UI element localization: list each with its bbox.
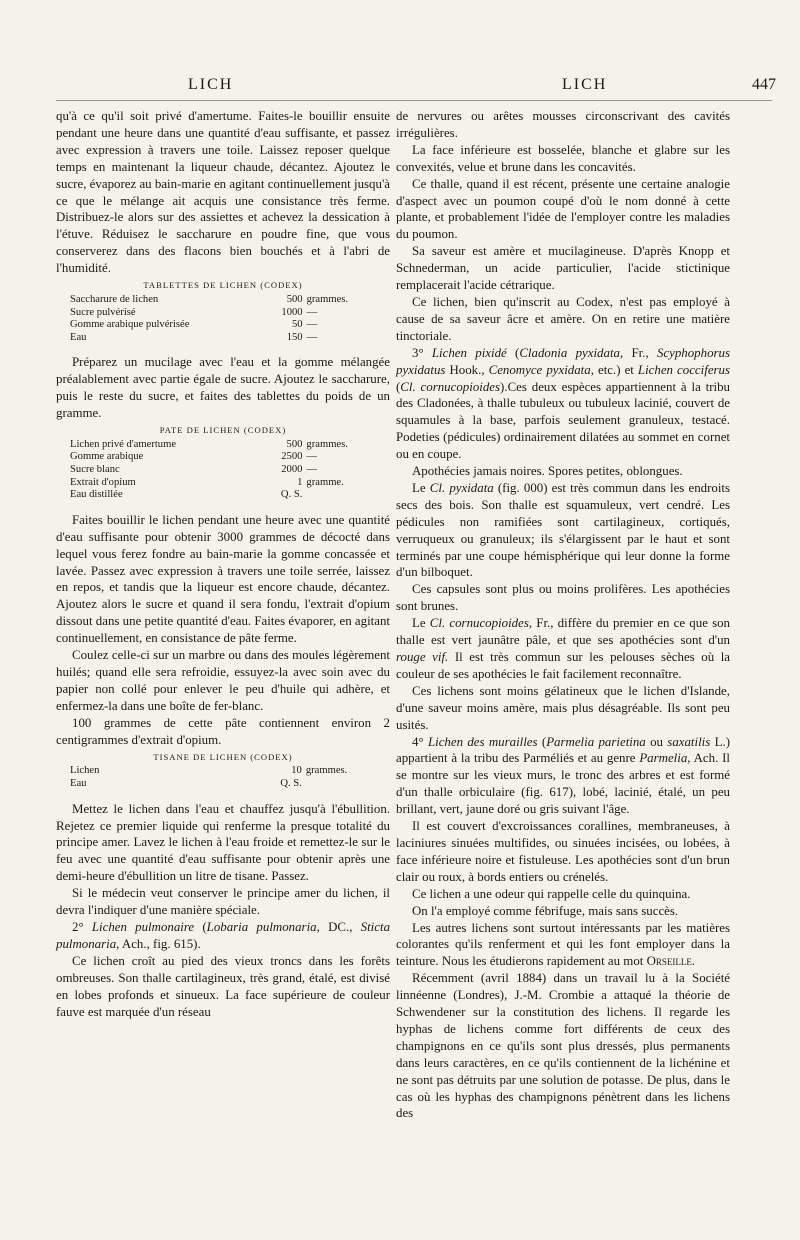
recipe-unit: gramme. bbox=[306, 476, 344, 488]
latin-name: Lichen cocciferus bbox=[637, 362, 731, 377]
latin-name: Parmelia bbox=[639, 751, 688, 766]
left-column bbox=[56, 108, 390, 1020]
text-span: ( bbox=[194, 919, 207, 934]
recipe-unit: — bbox=[306, 319, 318, 331]
table-row bbox=[70, 778, 360, 791]
recipe-unit: grammes. bbox=[305, 765, 348, 777]
recipe-unit bbox=[306, 489, 360, 502]
paragraph: Ces capsules sont plus ou moins prolifères. Les apothécies sont brunes. bbox=[396, 582, 730, 614]
recipe-unit: — bbox=[306, 306, 318, 318]
section-number: 2° bbox=[72, 919, 84, 934]
paragraph: Il est couvert d'excroissances corallines, membraneuses, à laciniures sinuées multifides, ou sinuées incisées, ou lobées, à face inférieure noire et fistuleuse. Les apothécies sont d'un brun clair ou roux, à bords entiers ou crénelés. bbox=[396, 819, 730, 884]
recipe-unit: — bbox=[306, 331, 318, 343]
recipe-item: Eau distillée bbox=[70, 489, 123, 501]
cross-reference: Orseille bbox=[646, 954, 692, 969]
recipe-qty: 1 bbox=[297, 476, 303, 488]
murailles-paragraph bbox=[396, 734, 730, 819]
recipe-unit: grammes. bbox=[306, 293, 349, 305]
pate-heading: PATE DE LICHEN (CODEX) bbox=[159, 424, 287, 435]
paragraph: Ces lichens sont moins gélatineux que le lichen d'Islande, d'une saveur moins amère, mais plus désagréable. Ils sont peu usités. bbox=[396, 683, 730, 732]
cornucopioides-paragraph bbox=[396, 615, 730, 683]
tisane-paragraph-2: Si le médecin veut conserver le principe amer du lichen, il devra l'indiquer d'une manière spéciale. bbox=[56, 886, 390, 918]
latin-name: Cenomyce pyxidata bbox=[488, 362, 591, 377]
table-row bbox=[70, 765, 360, 778]
orseille-paragraph bbox=[396, 920, 730, 971]
pulmonaire-paragraph: Ce lichen croît au pied des vieux troncs dans les forêts ombreuses. Son thalle cartilagineux, très grand, étalé, est divisé en lobes profonds et sinueux. La face supérieure de couleur fauve est marquée d'un réseau bbox=[56, 953, 390, 1019]
recipe-qty: 2500 bbox=[281, 451, 303, 463]
latin-name: Lobaria pulmonaria bbox=[206, 919, 317, 934]
intro-paragraph: qu'à ce qu'il soit privé d'amertume. Faites-le bouillir ensuite pendant une heure dans une quantité d'eau suffisante, et passez avec expression à travers une toile. Laissez reposer quelque temps en maintenant la liqueur chaude, décantez. Ajoutez le sucre, évaporez au bain-marie en agitant continuellement jusqu'à ce que le mélange ait acquis une consistance très ferme. Distribuez-le alors sur des assiettes et achevez la dessication à l'étuve. Réduisez le saccharure en poudre fine, que vous conserverez dans des flacons bien bouchés et à l'abri de l'humidité. bbox=[56, 109, 390, 276]
recipe-qty: 500 bbox=[286, 293, 303, 305]
recipe-unit: grammes. bbox=[306, 438, 348, 450]
recipe-item: Sucre blanc bbox=[70, 464, 120, 476]
emphasis: rouge vif. bbox=[396, 650, 449, 664]
paragraph: de nervures ou arêtes mousses circonscrivant des cavités irrégulières. bbox=[396, 109, 730, 140]
text-span: , Ach. Il se montre sur les vieux murs, le tronc des arbres et est formé d'un thalle orbiculaire (fig. 617), lobé, lacinié, étalé, un peu brillant, vert, jaune doré ou gris suivant l'âge. bbox=[396, 751, 730, 817]
paragraph: Sa saveur est amère et mucilagineuse. D'après Knopp et Schnederman, un acide particulier, l'acide stictinique remplacerait l'acide cétrarique. bbox=[396, 244, 730, 293]
table-row bbox=[70, 439, 360, 452]
recipe-item: Sucre pulvérisé bbox=[70, 306, 136, 318]
paragraph: La face inférieure est bosselée, blanche et glabre sur les convexités, velue et brune dans les concavités. bbox=[396, 142, 730, 174]
pate-paragraph-2: Coulez celle-ci sur un marbre ou dans des moules légèrement huilés; quand elle sera refroidie, essuyez-la avec soin avec du papier non collé pour enlever le peu d'huile qui adhère, et enfermez-la dans une boîte de fer-blanc. bbox=[56, 648, 390, 713]
text-span: ). bbox=[500, 379, 508, 394]
tablettes-instructions: Préparez un mucilage avec l'eau et la gomme mélangée préalablement avec partie égale de sucre. Ajoutez le saccharure, puis le reste du sucre, et faites des tablettes du poids de un gramme. bbox=[56, 355, 390, 421]
page-number: 447 bbox=[752, 76, 776, 93]
text-span: Le bbox=[412, 480, 430, 495]
text-span: , etc.) et bbox=[590, 362, 638, 377]
table-row bbox=[70, 332, 360, 345]
section-number: 3° bbox=[412, 345, 424, 360]
pate-paragraph-3: 100 grammes de cette pâte contiennent environ 2 centigrammes d'extrait d'opium. bbox=[56, 715, 390, 747]
latin-name: Cl. pyxidata bbox=[429, 480, 494, 495]
pate-recipe-table bbox=[70, 439, 360, 502]
latin-name: Sticta pulmonaria bbox=[56, 919, 391, 951]
table-row bbox=[70, 319, 360, 332]
header-rule bbox=[56, 100, 772, 101]
recipe-qty: Q. S. bbox=[280, 778, 302, 790]
recipe-item: Eau bbox=[70, 331, 87, 343]
paragraph: Récemment (avril 1884) dans un travail lu à la Société linnéenne (Londres), J.-M. Crombie a attaqué la théorie de Schwendener sur la constitution des lichens. Il regarde les hyphas de lichens comme fort différents de ceux des champignons en ce qu'ils sont plus dressés, plus permanents dans leurs caractères, en ce qu'ils contiennent de la lichénine et ne sont pas détruits par une solution de potasse. De plus, dans le cas où les hyphas des champignons pénètrent dans les lichens des bbox=[396, 971, 730, 1121]
latin-name: saxatilis bbox=[667, 734, 711, 749]
text-span: . bbox=[691, 954, 696, 969]
text-span: , Fr., diffère du premier en ce que son thalle est vert jaunâtre pâle, et que ses apothécies sont d'un bbox=[396, 616, 731, 648]
table-row bbox=[70, 451, 360, 464]
text-span: Il est très commun sur les pelouses sèches où la couleur de ses apothécies le fait facilement reconnaître. bbox=[396, 650, 730, 681]
text-span: L.) appartient à la tribu des Parméliés et au genre bbox=[396, 734, 730, 766]
table-row bbox=[70, 464, 360, 477]
latin-name: Parmelia parietina bbox=[546, 734, 646, 749]
species-title: Lichen des murailles bbox=[427, 734, 538, 749]
text-span: Ces deux espèces appartiennent à la tribu des Cladonées, à thalle tubuleux ou tubuleux lacinié, couvert de squamules à la base, parfois seulement granuleux, testacé. Podeties (pédicules) ordinairement dilatées au sommet en cornet ou en coupe. bbox=[396, 379, 730, 462]
recipe-item: Gomme arabique pulvérisée bbox=[70, 319, 190, 331]
species-title: Lichen pulmonaire bbox=[91, 919, 195, 934]
text-span: (fig. 000) est très commun dans les endroits secs des bois. Son thalle est squamuleux, vert cendré. Les pédicules non ramifiées sont cartilagineux, cortiqués, verruqueux ou granuleux; ils s'élargissent par le haut et sont terminés par une coupe hémisphérique qui leur donne la forme d'un bilboquet. bbox=[396, 480, 730, 580]
paragraph: Ce lichen a une odeur qui rappelle celle du quinquina. bbox=[412, 886, 691, 901]
recipe-qty: Q. S. bbox=[280, 489, 303, 501]
recipe-item: Lichen privé d'amertume bbox=[70, 438, 177, 450]
tisane-heading: TISANE DE LICHEN (CODEX) bbox=[153, 751, 293, 762]
recipe-unit bbox=[306, 778, 360, 791]
text-span: Les autres lichens sont surtout intéressants par les matières colorantes qu'ils renferment et qui les font employer dans la teinture. Nous les étudierons rapidement au mot bbox=[396, 920, 730, 969]
recipe-item: Eau bbox=[70, 778, 87, 790]
right-column bbox=[396, 108, 730, 1122]
tablettes-recipe-table bbox=[70, 294, 360, 344]
text-span: ( bbox=[396, 379, 401, 394]
tisane-paragraph-1: Mettez le lichen dans l'eau et chauffez jusqu'à l'ébullition. Rejetez ce premier liquide qui renferme la presque totalité du principe amer. Lavez le lichen à l'eau froide et remettez-le sur le feu avec une quantité d'eau suffisante pour obtenir après une demi-heure d'ébullition un litre de tisane. Passez. bbox=[56, 801, 390, 884]
recipe-item: Gomme arabique bbox=[70, 451, 144, 463]
recipe-qty: 2000 bbox=[281, 464, 303, 476]
species-title: Lichen pixidé bbox=[431, 345, 507, 360]
paragraph: Ce lichen, bien qu'inscrit au Codex, n'est pas employé à cause de sa saveur âcre et amère. On en retire une matière tinctoriale. bbox=[396, 294, 730, 343]
table-row bbox=[70, 489, 360, 502]
text-span: ( bbox=[537, 734, 547, 749]
recipe-qty: 10 bbox=[291, 765, 302, 777]
recipe-qty: 500 bbox=[286, 438, 303, 450]
recipe-qty: 150 bbox=[286, 331, 303, 343]
paragraph: On l'a employé comme fébrifuge, mais sans succès. bbox=[412, 903, 679, 918]
recipe-unit: — bbox=[306, 464, 318, 476]
table-row bbox=[70, 307, 360, 320]
latin-name: Cl. cornucopioides bbox=[429, 616, 529, 631]
pixide-paragraph bbox=[396, 345, 730, 463]
table-row bbox=[70, 477, 360, 490]
recipe-item: Lichen bbox=[70, 765, 100, 777]
text-span: Hook., bbox=[445, 362, 489, 377]
recipe-item: Saccharure de lichen bbox=[70, 293, 159, 305]
pyxidata-paragraph bbox=[396, 480, 730, 581]
table-row bbox=[70, 294, 360, 307]
latin-name: Scyphophorus pyxidatus bbox=[396, 345, 730, 377]
text-span: , Ach., fig. 615). bbox=[116, 936, 201, 951]
recipe-qty: 1000 bbox=[281, 306, 303, 318]
text-span: ou bbox=[645, 734, 668, 749]
paragraph: Apothécies jamais noires. Spores petites, oblongues. bbox=[412, 464, 683, 479]
text-span: , DC., bbox=[316, 919, 361, 934]
pulmonaire-heading-paragraph bbox=[56, 919, 390, 953]
paragraph: Ce thalle, quand il est récent, présente une certaine analogie d'aspect avec un poumon coupé d'où le nom donné à cette plante, et probablement l'idée de l'employer contre les maladies du poumon. bbox=[396, 176, 730, 242]
latin-name: Cladonia pyxidata bbox=[519, 345, 620, 360]
text-span: , Fr., bbox=[619, 345, 657, 360]
text-span: ( bbox=[506, 345, 520, 360]
running-head-right: LICH bbox=[562, 76, 608, 93]
text-span: Le bbox=[412, 616, 430, 631]
recipe-unit: — bbox=[306, 451, 318, 463]
recipe-item: Extrait d'opium bbox=[70, 476, 136, 488]
tisane-recipe-table bbox=[70, 765, 360, 790]
pate-paragraph-1: Faites bouillir le lichen pendant une heure avec une quantité d'eau suffisante pour obtenir 3000 grammes de décocté dans lequel vous ferez fondre au bain-marie la gomme concassée et lavée. Passez avec expression à travers une toile serrée, laissez en repos, et tandis que la liqueur est encore chaude, décantez. Ajoutez alors le sucre et quand il sera fondu, l'extrait d'opium dissout dans une petite quantité d'eau. Faites évaporer, en agitant continuellement, en consistance de pâte ferme. bbox=[56, 512, 390, 646]
running-head-left: LICH bbox=[188, 76, 234, 93]
tablettes-heading: TABLETTES DE LICHEN (CODEX) bbox=[143, 280, 303, 291]
latin-name: Cl. cornucopioides bbox=[400, 379, 501, 394]
recipe-qty: 50 bbox=[292, 319, 303, 331]
section-number: 4° bbox=[412, 734, 424, 749]
